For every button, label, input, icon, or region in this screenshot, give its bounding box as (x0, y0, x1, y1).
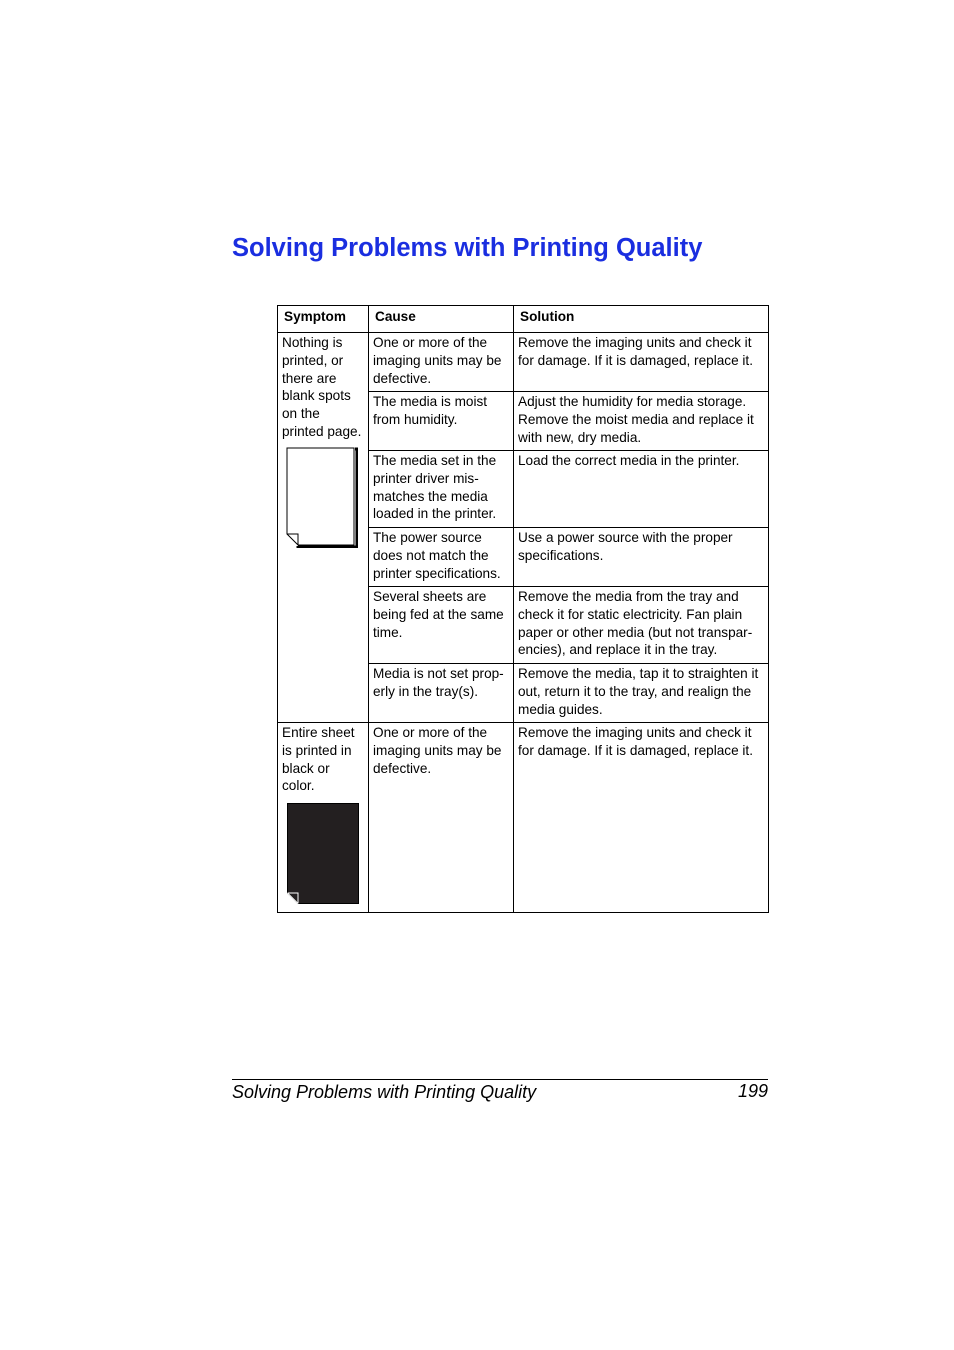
black-page-icon (287, 803, 359, 904)
blank-page-icon (286, 447, 358, 548)
page-title: Solving Problems with Printing Quality (232, 234, 703, 262)
cause-cell: Media is not set prop-erly in the tray(s). (369, 664, 514, 723)
cause-cell: The media is moist from humidity. (369, 392, 514, 451)
solution-cell: Remove the media from the tray and check it for static electricity. Fan plain paper or other media (but not transpar-encies), and replace it in the tray. (514, 587, 769, 664)
cause-cell: Several sheets are being fed at the same time. (369, 587, 514, 664)
footer-divider (232, 1079, 768, 1080)
symptom-text: Entire sheet is printed in black or color. (282, 725, 355, 794)
troubleshooting-table (277, 305, 769, 913)
page-number: 199 (737, 1081, 768, 1101)
symptom-cell (278, 723, 369, 913)
cause-cell: One or more of the imaging units may be defective. (369, 333, 514, 392)
solution-cell: Adjust the humidity for media storage. Remove the moist media and replace it with new, dry media. (514, 392, 769, 451)
cause-cell: The power source does not match the printer specifications. (369, 528, 514, 587)
symptom-text: Nothing is printed, or there are blank spots on the printed page. (282, 335, 362, 439)
table-row (278, 333, 769, 392)
header-solution: Solution (514, 306, 769, 333)
table-header-row (278, 306, 769, 333)
footer-title: Solving Problems with Printing Quality (232, 1082, 537, 1102)
cause-cell: One or more of the imaging units may be defective. (369, 723, 514, 913)
solution-cell: Load the correct media in the printer. (514, 451, 769, 528)
solution-cell: Use a power source with the proper specifications. (514, 528, 769, 587)
solution-cell: Remove the media, tap it to straighten it out, return it to the tray, and realign the media guides. (514, 664, 769, 723)
solution-cell: Remove the imaging units and check it for damage. If it is damaged, replace it. (514, 723, 769, 913)
header-symptom: Symptom (278, 306, 369, 333)
table-row (278, 723, 769, 913)
cause-cell: The media set in the printer driver mis-matches the media loaded in the printer. (369, 451, 514, 528)
header-cause: Cause (369, 306, 514, 333)
solution-cell: Remove the imaging units and check it for damage. If it is damaged, replace it. (514, 333, 769, 392)
symptom-cell (278, 333, 369, 723)
